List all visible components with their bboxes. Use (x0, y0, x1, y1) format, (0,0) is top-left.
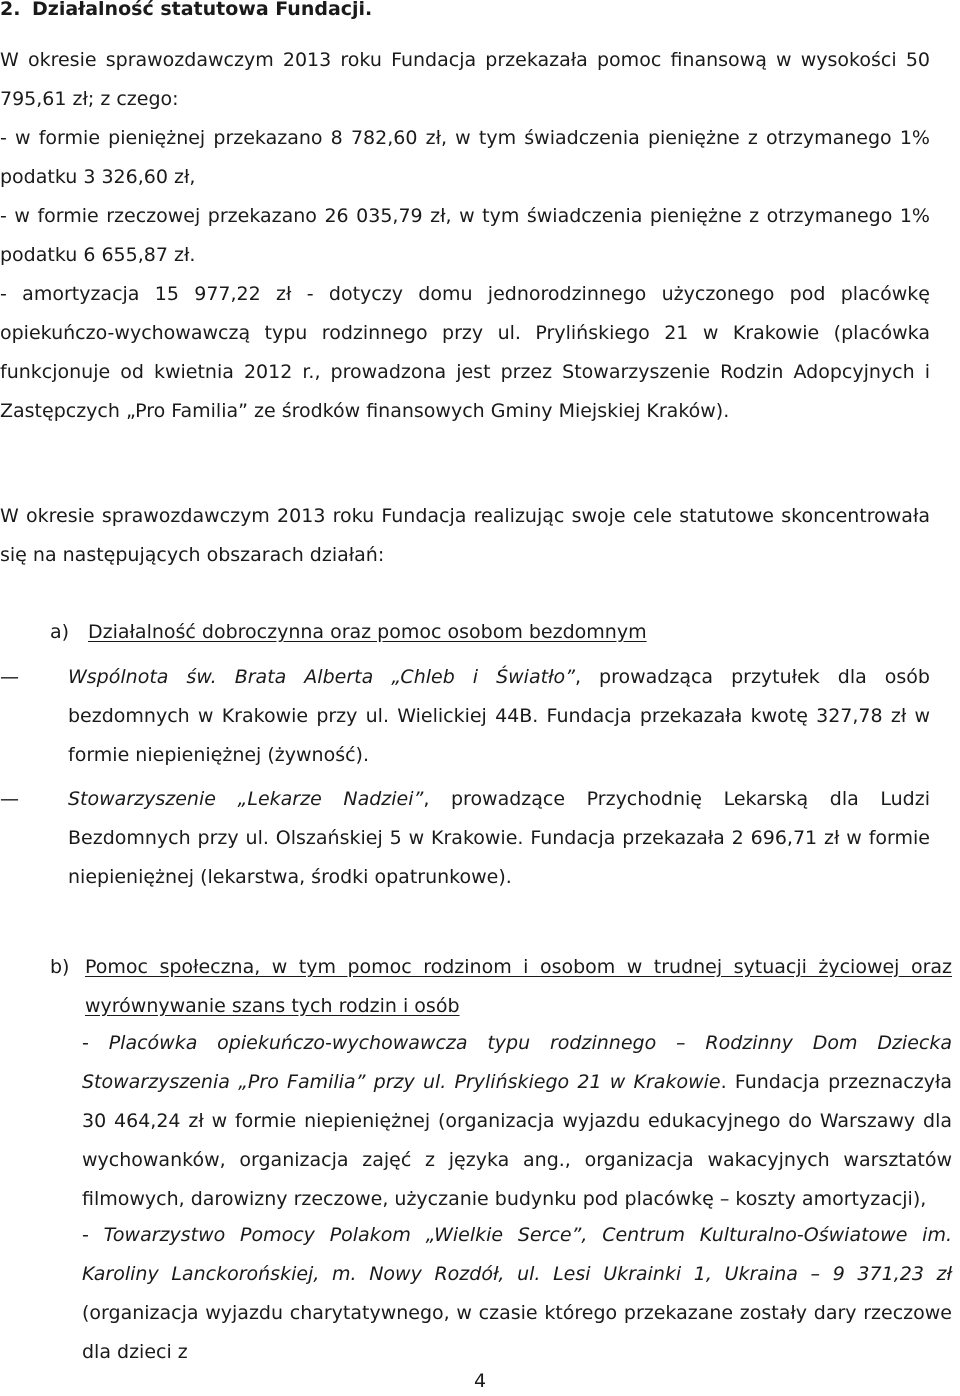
section-b-letter: b) (50, 956, 70, 978)
areas-intro-paragraph: W okresie sprawozdawczym 2013 roku Fundacja realizując swoje cele statutowe skoncentrowała się na następujących obszarach działań: (0, 505, 930, 566)
section-a-title (50, 613, 930, 652)
intro-line-amortization: - amortyzacja 15 977,22 zł - dotyczy domu jednorodzinnego użyczonego pod placówkę opiekuńczo-wychowawczą typu rodzinnego przy ul. Prylińskiego 21 w Krakowie (placówka funkcjonuje od kwietnia 2012 r., prowadzona jest przez Stowarzyszenie Rodzin Adopcyjnych i Zastępczych „Pro Familia” ze środków finansowych Gminy Miejskiej Kraków). (0, 283, 930, 422)
intro-paragraph (0, 41, 930, 431)
item-description: (organizacja wyjazdu charytatywnego, w czasie którego przekazane zostały dary rzeczowe dla dzieci z (82, 1302, 952, 1363)
section-number: 2. (0, 0, 21, 20)
organization-name: Placówka opiekuńczo-wychowawcza typu rodzinnego – Rodzinny Dom Dziecka Stowarzyszenia „Pro Familia” przy ul. Prylińskiego 21 w Krakowie (82, 1032, 952, 1093)
section-a-heading: Działalność dobroczynna oraz pomoc osobom bezdomnym (88, 621, 647, 643)
section-title: Działalność statutowa Fundacji. (32, 0, 373, 20)
organization-name: Wspólnota św. Brata Alberta „Chleb i Światło” (68, 666, 575, 688)
page-number: 4 (473, 1370, 487, 1392)
organization-name: Towarzystwo Pomocy Polakom „Wielkie Serce”, Centrum Kulturalno-Oświatowe im. Karoliny Lanckorońskiej, m. Nowy Rozdół, ul. Lesi Ukrainki 1, Ukraina – 9 371,23 zł (82, 1224, 953, 1285)
section-heading (0, 0, 930, 29)
intro-line-monetary: - w formie pieniężnej przekazano 8 782,60 zł, w tym świadczenia pieniężne z otrzymanego 1% podatku 3 326,60 zł, (0, 127, 930, 188)
intro-line-total: W okresie sprawozdawczym 2013 roku Fundacja przekazała pomoc finansową w wysokości 50 795,61 zł; z czego: (0, 49, 930, 110)
section-b-heading: Pomoc społeczna, w tym pomoc rodzinom i osobom w trudnej sytuacji życiowej oraz wyrównywanie szans tych rodzin i osób (85, 956, 952, 1017)
section-a-letter: a) (50, 621, 70, 643)
dash-bullet: — (0, 666, 19, 688)
dash-bullet: — (0, 788, 19, 810)
item-prefix: - (82, 1224, 104, 1246)
list-item (82, 1216, 952, 1372)
item-description: , prowadzące Przychodnię Lekarską dla Ludzi Bezdomnych przy ul. Olszańskiej 5 w Krakowie. Fundacja przekazała 2 696,71 zł w formie niepieniężnej (lekarstwa, środki opatrunkowe). (68, 788, 930, 888)
organization-name: Stowarzyszenie „Lekarze Nadziei” (68, 788, 424, 810)
item-prefix: - (82, 1032, 109, 1054)
item-description: . Fundacja przeznaczyła 30 464,24 zł w formie niepieniężnej (organizacja wyjazdu edukacyjnego do Warszawy dla wychowanków, organizacja zajęć z języka ang., organizacja wakacyjnych warsztatów filmowych, darowizny rzeczowe, użyczanie budynku pod placówkę – koszty amortyzacji), (82, 1071, 952, 1210)
item-description: , prowadząca przytułek dla osób bezdomnych w Krakowie przy ul. Wielickiej 44B. Fundacja przekazała kwotę 327,78 zł w formie niepieniężnej (żywność). (68, 666, 930, 766)
intro-line-material: - w formie rzeczowej przekazano 26 035,79 zł, w tym świadczenia pieniężne z otrzymanego 1% podatku 6 655,87 zł. (0, 205, 930, 266)
list-item (82, 1024, 952, 1219)
